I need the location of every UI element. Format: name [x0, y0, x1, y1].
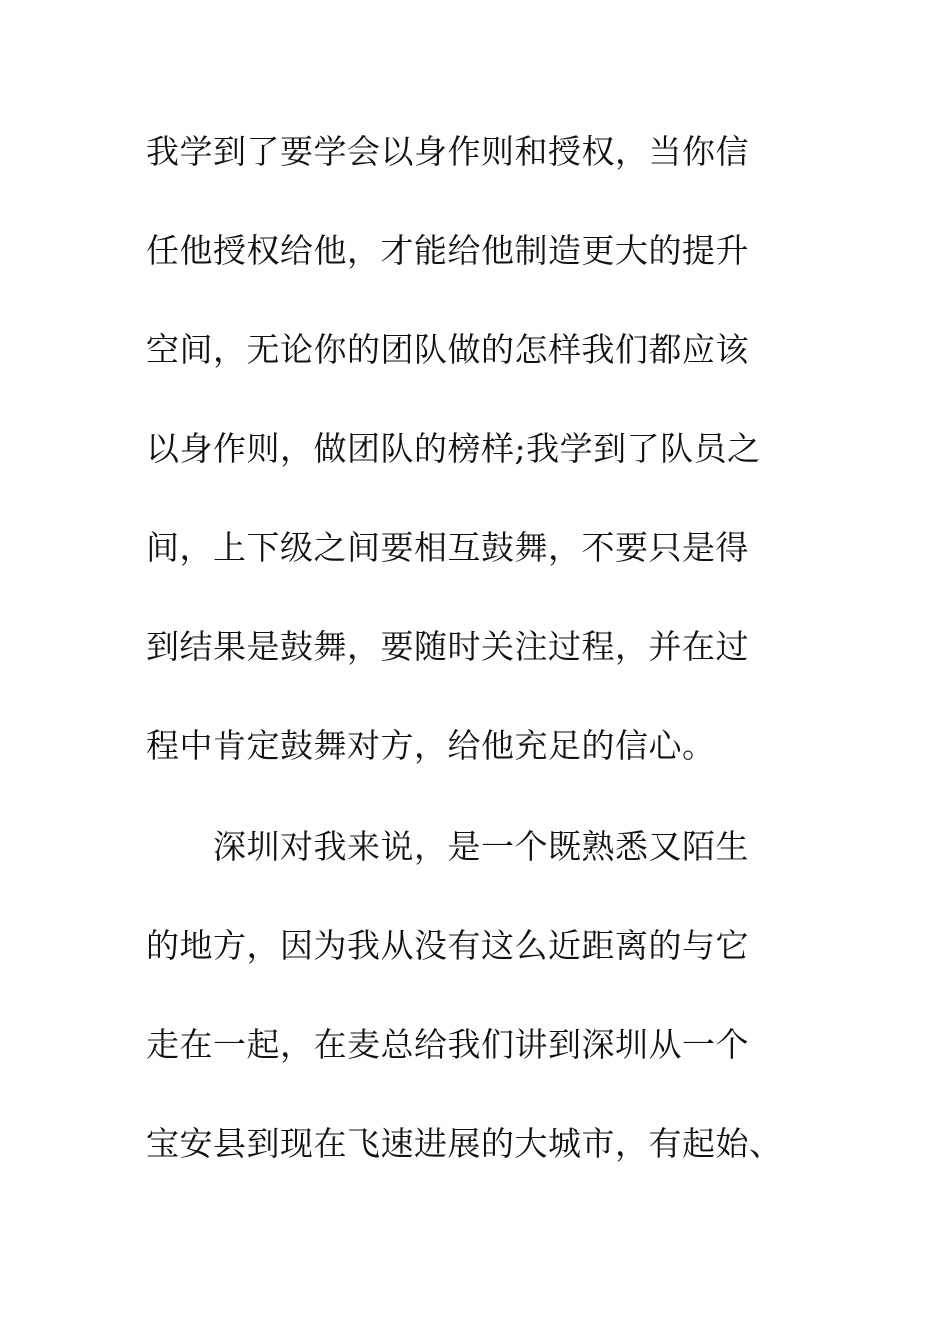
paragraph-line: 的地方，因为我从没有这么近距离的与它 — [146, 926, 749, 965]
paragraph-line: 以身作则，做团队的榜样;我学到了队员之 — [146, 429, 761, 468]
paragraph-line: 空间，无论你的团队做的怎样我们都应该 — [146, 330, 749, 369]
paragraph-line: 走在一起，在麦总给我们讲到深圳从一个 — [146, 1025, 749, 1064]
paragraph-line: 任他授权给他，才能给他制造更大的提升 — [146, 231, 749, 270]
paragraph-first-line: 深圳对我来说，是一个既熟悉又陌生 — [213, 827, 749, 866]
paragraph-line: 我学到了要学会以身作则和授权，当你信 — [146, 132, 749, 171]
paragraph-line: 程中肯定鼓舞对方，给他充足的信心。 — [146, 726, 716, 765]
paragraph-line: 到结果是鼓舞，要随时关注过程，并在过 — [146, 627, 749, 666]
paragraph-line: 宝安县到现在飞速进展的大城市，有起始、 — [146, 1124, 783, 1163]
paragraph-line: 间，上下级之间要相互鼓舞，不要只是得 — [146, 528, 749, 567]
